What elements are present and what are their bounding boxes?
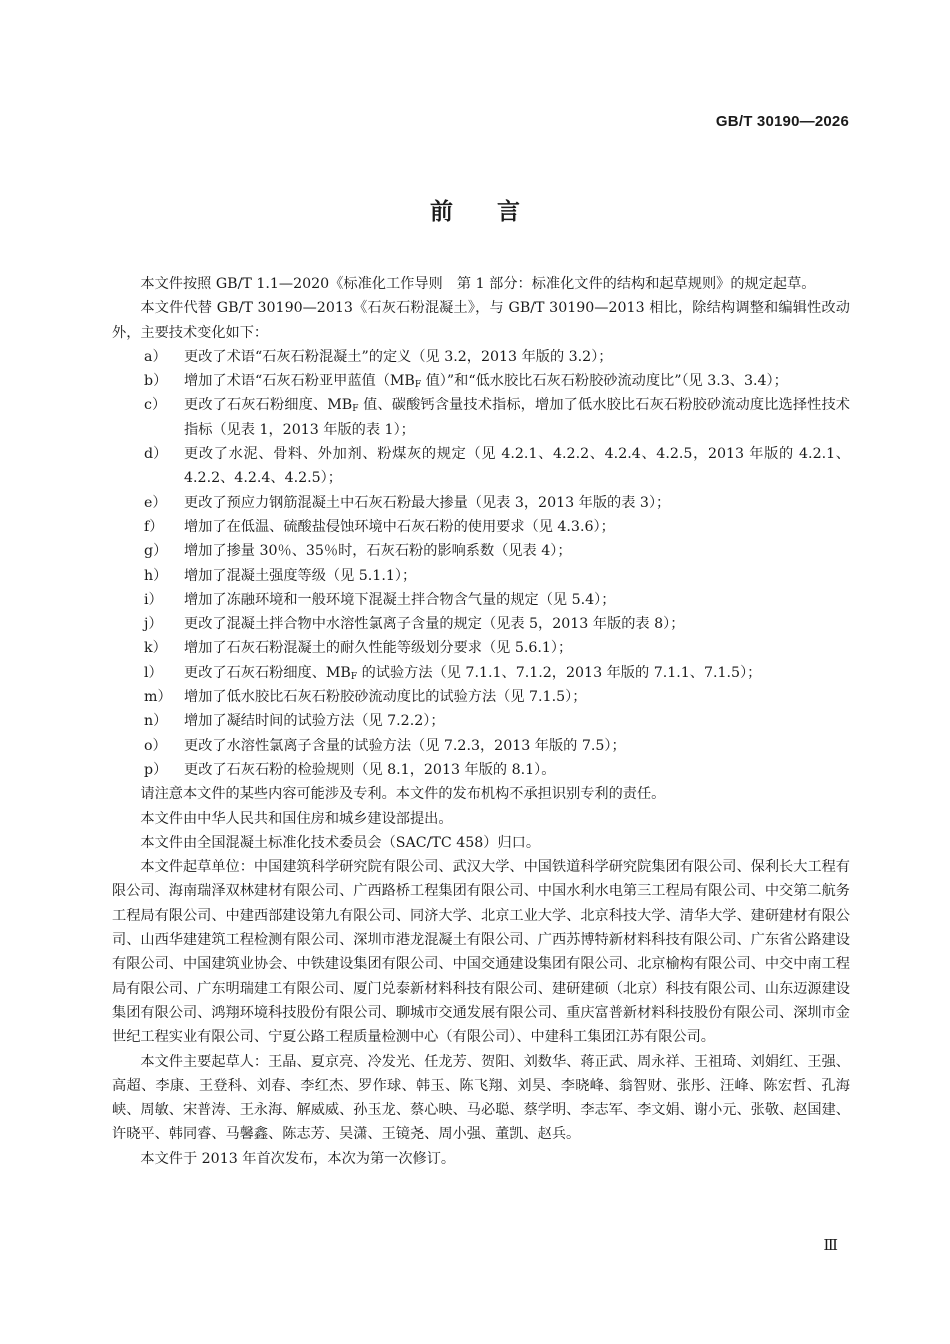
item-label: h）	[144, 567, 168, 584]
paragraph-patent-notice: 请注意本文件的某些内容可能涉及专利。本文件的发布机构不承担识别专利的责任。	[140, 786, 666, 803]
item-label: e）	[144, 494, 167, 511]
item-label: i）	[144, 591, 163, 608]
subscript-f: F	[352, 404, 359, 415]
item-text-pre: 增加了术语“石灰石粉亚甲蓝值（MB	[184, 373, 415, 390]
item-label: k）	[144, 640, 167, 657]
item-text-post: 的试验方法（见 7.1.1、7.1.2，2013 年版的 7.1.1、7.1.5）；	[357, 664, 762, 681]
item-label: d）	[144, 446, 168, 463]
item-label: j）	[144, 616, 163, 633]
change-item-b	[112, 369, 850, 393]
change-item-j	[112, 612, 850, 636]
item-text-post: 值）”和“低水胶比石灰石粉胶砂流动度比”（见 3.3、3.4）；	[421, 373, 788, 390]
item-text: 更改了石灰石粉的检验规则（见 8.1，2013 年版的 8.1）。	[184, 761, 556, 778]
change-item-d	[112, 442, 850, 491]
paragraph-history: 本文件于 2013 年首次发布，本次为第一次修订。	[140, 1150, 456, 1167]
item-text: 更改了混凝土拌合物中水溶性氯离子含量的规定（见表 5，2013 年版的表 8）；	[184, 616, 685, 633]
item-text: 增加了混凝土强度等级（见 5.1.1）；	[184, 567, 417, 584]
item-text-post: 值、碳酸钙含量技术指标，增加了低水胶比石灰石粉胶砂流动度比选择性技术指标（见表 1，2013 年版的表 1）；	[184, 397, 850, 438]
item-label: l）	[144, 664, 163, 681]
change-item-k	[112, 636, 850, 660]
change-item-i	[112, 588, 850, 612]
paragraph-proposer: 本文件由中华人民共和国住房和城乡建设部提出。	[140, 810, 453, 827]
subscript-f: F	[414, 380, 422, 391]
paragraph-replacement: 本文件代替 GB/T 30190—2013《石灰石粉混凝土》，与 GB/T 30190—2013 相比，除结构调整和编辑性改动外，主要技术变化如下：	[112, 300, 850, 341]
item-label: g）	[144, 543, 168, 560]
item-text: 增加了低水胶比石灰石粉胶砂流动度比的试验方法（见 7.1.5）；	[184, 689, 587, 706]
subscript-f: F	[350, 671, 358, 682]
item-text: 增加了凝结时间的试验方法（见 7.2.2）；	[184, 713, 445, 730]
item-text: 增加了掺量 30％、35％时，石灰石粉的影响系数（见表 4）；	[184, 543, 572, 560]
page-number: Ⅲ	[823, 1236, 838, 1254]
change-item-p	[112, 758, 850, 782]
paragraph-drafting-units: 本文件起草单位：中国建筑科学研究院有限公司、武汉大学、中国铁道科学研究院集团有限公司、保利长大工程有限公司、海南瑞泽双林建材有限公司、广西路桥工程集团有限公司、中国水利水电第三工程局有限公司、中交第二航务工程局有限公司、中建西部建设第九有限公司、同济大学、北京工业大学、北京科技大学、清华大学、建研建材有限公司、山西华建建筑工程检测有限公司、深圳市港龙混凝土有限公司、广西苏博特新材料科技有限公司、广东省公路建设有限公司、中国建筑业协会、中铁建设集团有限公司、中国交通建设集团有限公司、北京榆构有限公司、中交中南工程局有限公司、广东明瑞建工有限公司、厦门兑泰新材料科技有限公司、建研建硕（北京）科技有限公司、山东迈源建设集团有限公司、鸿翔环境科技股份有限公司、聊城市交通发展有限公司、重庆富普新材料科技股份有限公司、深圳市金世纪工程实业有限公司、宁夏公路工程质量检测中心（有限公司）、中建科工集团江苏有限公司。	[112, 859, 850, 1046]
item-label: b）	[144, 373, 168, 390]
change-item-a	[112, 345, 850, 369]
change-item-f	[112, 515, 850, 539]
page-title: 前言	[430, 199, 564, 225]
item-label: f）	[144, 518, 164, 535]
item-label: o）	[144, 737, 167, 754]
item-text: 更改了水泥、骨料、外加剂、粉煤灰的规定（见 4.2.1、4.2.2、4.2.4、4.2.5，2013 年版的 4.2.1、4.2.2、4.2.4、4.2.5）；	[184, 446, 850, 487]
change-item-g	[112, 539, 850, 563]
paragraph-drafting-rules: 本文件按照 GB/T 1.1—2020《标准化工作导则 第 1 部分：标准化文件的结构和起草规则》的规定起草。	[140, 276, 816, 292]
item-text-pre: 更改了石灰石粉细度、MB	[184, 664, 351, 681]
paragraph-committee: 本文件由全国混凝土标准化技术委员会（SAC/TC 458）归口。	[140, 834, 541, 851]
item-text: 增加了在低温、硫酸盐侵蚀环境中石灰石粉的使用要求（见 4.3.6）；	[184, 518, 615, 535]
change-item-o	[112, 734, 850, 758]
change-item-l	[112, 661, 850, 685]
change-item-e	[112, 491, 850, 515]
item-text: 更改了预应力钢筋混凝土中石灰石粉最大掺量（见表 3，2013 年版的表 3）；	[184, 494, 671, 511]
foreword-body	[112, 272, 850, 1171]
item-text: 增加了冻融环境和一般环境下混凝土拌合物含气量的规定（见 5.4）；	[184, 591, 616, 608]
item-label: a）	[144, 348, 167, 365]
item-text: 更改了术语“石灰石粉混凝土”的定义（见 3.2，2013 年版的 3.2）；	[184, 348, 613, 365]
item-label: c）	[144, 397, 167, 414]
item-text: 增加了石灰石粉混凝土的耐久性能等级划分要求（见 5.6.1）；	[184, 640, 573, 657]
item-label: n）	[144, 713, 168, 730]
change-item-n	[112, 709, 850, 733]
standard-code: GB/T 30190—2026	[715, 113, 849, 130]
item-label: p）	[144, 761, 168, 778]
paragraph-drafters: 本文件主要起草人：王晶、夏京亮、冷发光、任龙芳、贺阳、刘数华、蒋正武、周永祥、王祖琦、刘娟红、王强、高超、李康、王登科、刘春、李红杰、罗作球、韩玉、陈飞翔、刘昊、李晓峰、翁智财、张彤、汪峰、陈宏哲、孔海峡、周敏、宋普涛、王永海、解威威、孙玉龙、蔡心映、马必聪、蔡学明、李志军、李文娟、谢小元、张敬、赵国建、许晓平、韩同睿、马馨鑫、陈志芳、吴潇、王镜尧、周小强、董凯、赵兵。	[112, 1053, 850, 1143]
item-label: m）	[144, 689, 172, 706]
change-item-m	[112, 685, 850, 709]
change-item-h	[112, 564, 850, 588]
item-text-pre: 更改了石灰石粉细度、MB	[184, 397, 353, 414]
change-item-c	[112, 393, 850, 442]
item-text: 更改了水溶性氯离子含量的试验方法（见 7.2.3，2013 年版的 7.5）；	[184, 737, 626, 754]
